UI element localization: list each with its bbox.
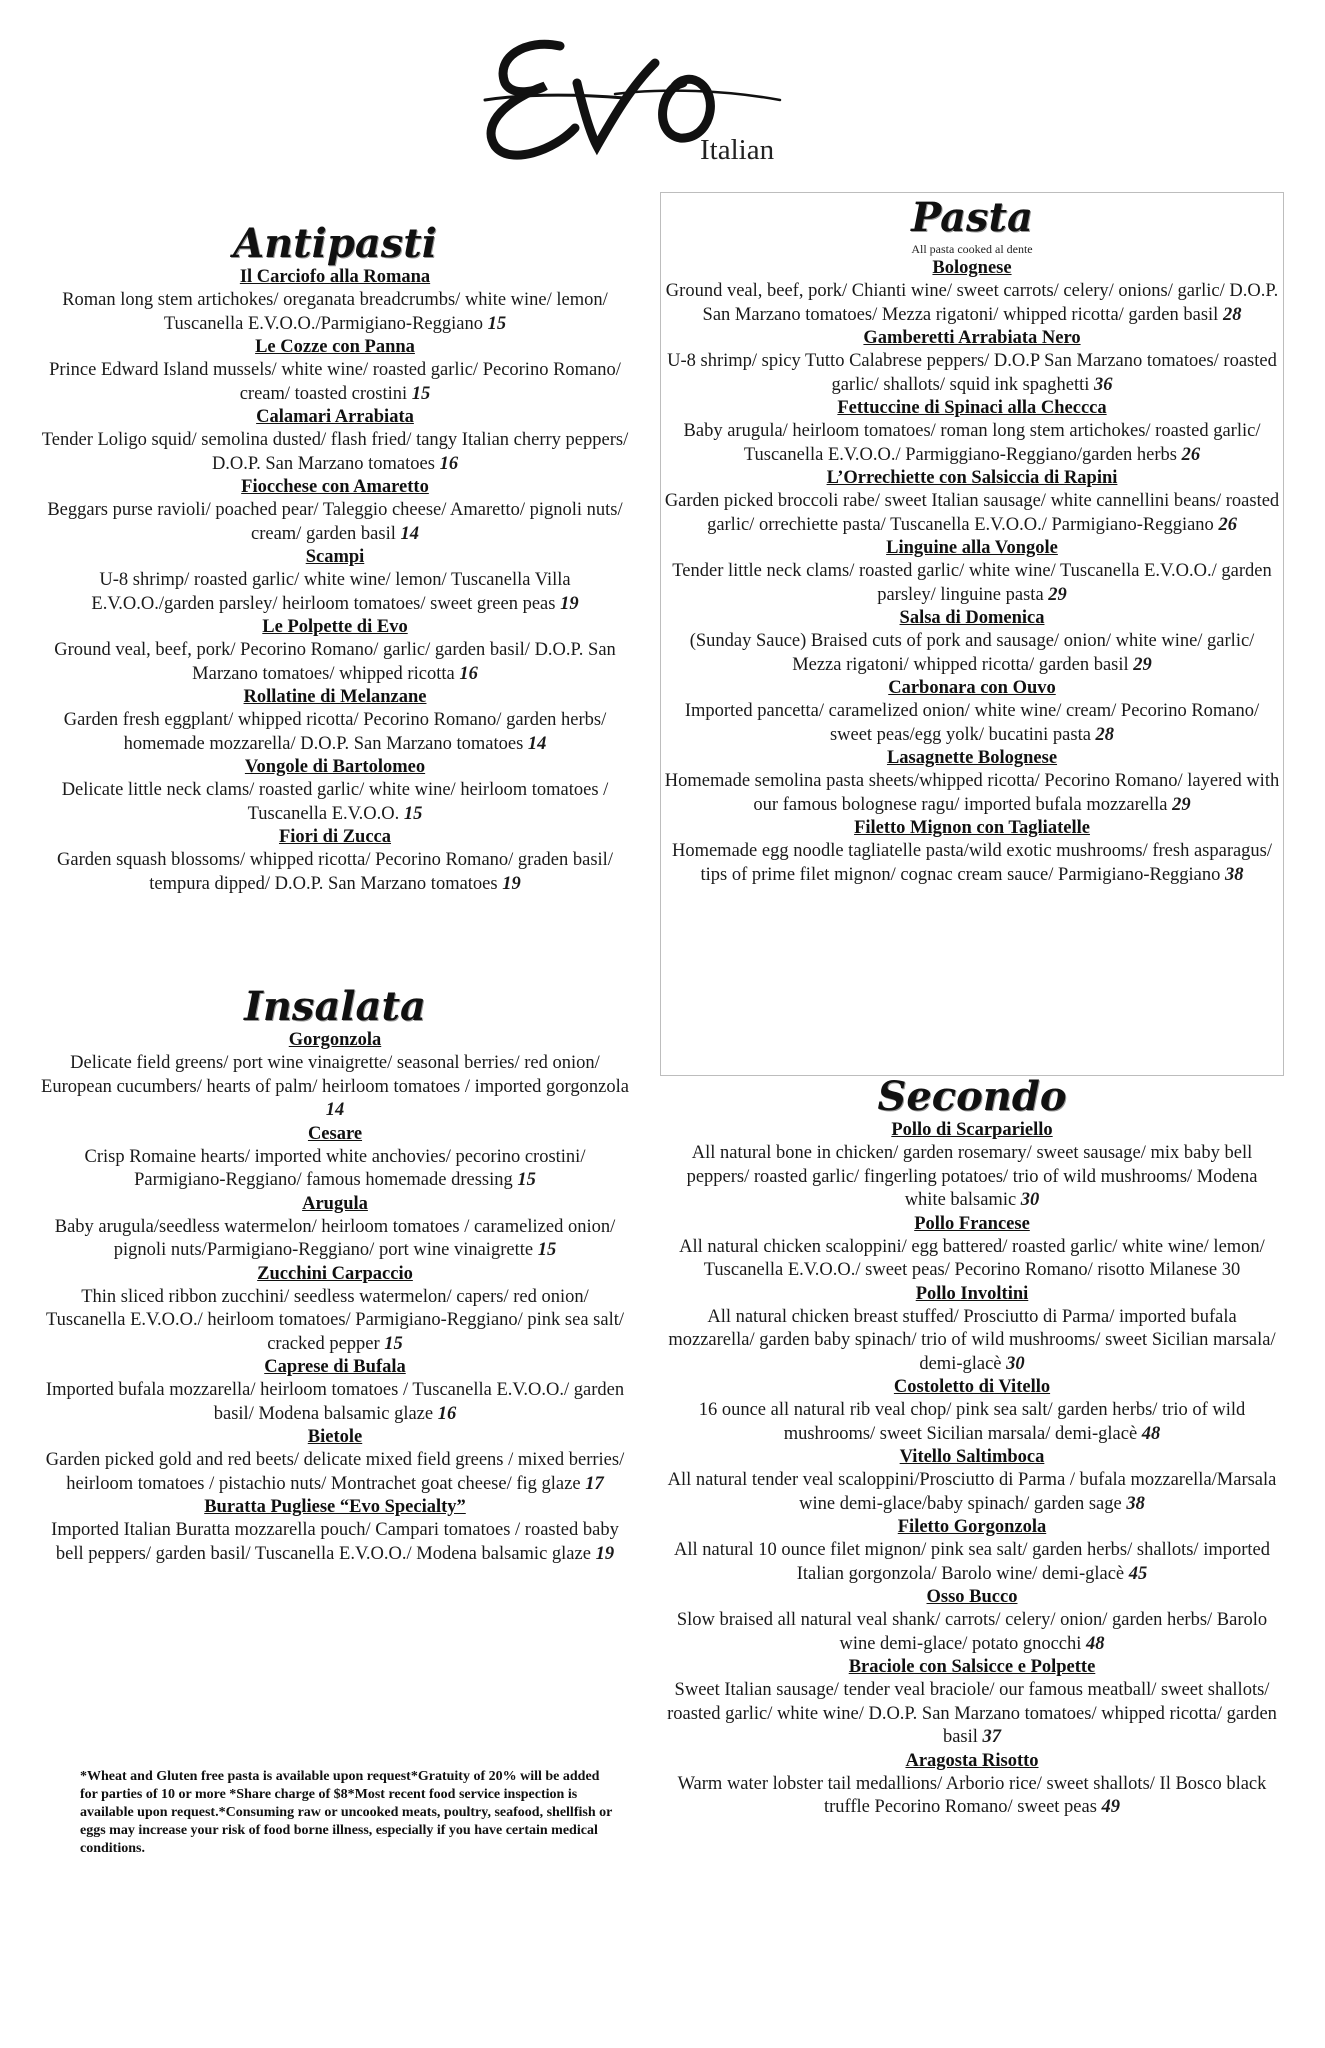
menu-item (40, 1356, 630, 1426)
menu-item-description (664, 770, 1280, 817)
menu-item-price: 48 (1086, 1633, 1105, 1654)
menu-item-description (40, 639, 630, 686)
menu-item-description (40, 709, 630, 756)
menu-item-description-text: Homemade semolina pasta sheets/whipped ricotta/ Pecorino Romano/ layered with our famous bolognese ragu/ imported bufala mozzarella (664, 771, 1280, 815)
menu-item-price: 26 (1218, 514, 1237, 535)
menu-item-description (40, 499, 630, 546)
menu-item (40, 756, 630, 826)
menu-item-price: 16 (437, 1403, 457, 1424)
menu-item-price: 14 (400, 523, 419, 544)
menu-item-description-text: Imported Italian Buratta mozzarella pouch/ Campari tomatoes / roasted baby bell peppers/ garden basil/ Tuscanella E.V.O.O./ Modena balsamic glaze (51, 1520, 619, 1564)
menu-item-description-text: Imported bufala mozzarella/ heirloom tomatoes / Tuscanella E.V.O.O./ garden basil/ Modena balsamic glaze (45, 1380, 625, 1424)
menu-item-description-text: Slow braised all natural veal shank/ carrots/ celery/ onion/ garden herbs/ Barolo wine demi-glace/ potato gnocchi (676, 1610, 1268, 1654)
menu-item-price: 49 (1101, 1797, 1121, 1817)
menu-item-price: 28 (1095, 724, 1115, 745)
menu-item-description-text: U-8 shrimp/ roasted garlic/ white wine/ lemon/ Tuscanella Villa E.V.O.O./garden parsley/ heirloom tomatoes/ sweet green peas (91, 570, 571, 614)
antipasti-section (40, 222, 630, 896)
menu-item-price: 15 (537, 1240, 557, 1260)
insalata-list (40, 1029, 630, 1566)
pasta-list (664, 257, 1280, 887)
menu-item-price: 29 (1133, 654, 1152, 675)
menu-item-name: Filetto Gorgonzola (897, 1517, 1047, 1537)
menu-item-description (40, 779, 630, 826)
menu-item-price: 17 (585, 1473, 604, 1494)
menu-item-price: 19 (560, 593, 579, 614)
menu-item (40, 1426, 630, 1496)
menu-item (40, 1263, 630, 1357)
menu-item-name: Calamari Arrabiata (256, 407, 414, 427)
menu-item-description (664, 1306, 1280, 1377)
menu-item-name: Fettuccine di Spinaci alla Checcca (837, 398, 1107, 418)
menu-item-description (40, 429, 630, 476)
menu-item (664, 1750, 1280, 1820)
insalata-section (40, 985, 630, 1566)
menu-item (664, 397, 1280, 467)
menu-item-description (664, 840, 1280, 887)
menu-item-price: 19 (502, 873, 521, 894)
menu-item-description (664, 1679, 1280, 1750)
section-title-secondo: Secondo (877, 1073, 1067, 1120)
menu-item-description-text: Baby arugula/seedless watermelon/ heirloom tomatoes / caramelized onion/ pignoli nuts/Parmigiano-Reggiano/ port wine vinaigrette (54, 1216, 616, 1260)
menu-item-description (664, 1469, 1280, 1516)
menu-item-name: Bietole (307, 1427, 363, 1447)
menu-item (664, 1586, 1280, 1656)
menu-item-name: Salsa di Domenica (899, 608, 1045, 628)
menu-item-name: Osso Bucco (926, 1587, 1018, 1607)
menu-item-description (40, 289, 630, 336)
menu-item-description (664, 490, 1280, 537)
menu-item-price: 38 (1126, 1493, 1145, 1514)
menu-item-description (40, 1146, 630, 1193)
menu-item-description-text: Thin sliced ribbon zucchini/ seedless watermelon/ capers/ red onion/ Tuscanella E.V.O.O./ heirloom tomatoes/ Parmigiano-Reggiano/ pink sea salt/ cracked pepper (45, 1286, 625, 1354)
menu-item (664, 1119, 1280, 1213)
menu-item (664, 327, 1280, 397)
menu-item (664, 1656, 1280, 1750)
menu-item-name: Lasagnette Bolognese (886, 748, 1058, 768)
menu-item-description (40, 1286, 630, 1357)
menu-item-price: 19 (595, 1543, 615, 1564)
menu-item-name: Buratta Pugliese “Evo Specialty” (204, 1497, 466, 1517)
menu-item-description (664, 630, 1280, 677)
menu-item-description (664, 1609, 1280, 1656)
menu-item-name: Pollo di Scarpariello (891, 1120, 1053, 1140)
menu-item-name: Arugula (302, 1193, 368, 1214)
logo-subtitle: Italian (700, 134, 775, 166)
menu-item-description-text: U-8 shrimp/ spicy Tutto Calabrese peppers/ D.O.P San Marzano tomatoes/ roasted garlic/ shallots/ squid ink spaghetti (667, 351, 1277, 395)
menu-item-description-text: Tender little neck clams/ roasted garlic/ white wine/ Tuscanella E.V.O.O./ garden parsley/ linguine pasta (672, 561, 1272, 605)
menu-item (40, 1193, 630, 1263)
menu-item-name: Pollo Involtini (915, 1283, 1029, 1304)
menu-item-name: Gorgonzola (288, 1030, 382, 1050)
menu-item (40, 476, 630, 546)
menu-item-description (664, 420, 1280, 467)
menu-item-name: L’Orrechiette con Salsiccia di Rapini (826, 468, 1118, 488)
menu-item-description-text: Homemade egg noodle tagliatelle pasta/wild exotic mushrooms/ fresh asparagus/ tips of prime filet mignon/ cognac cream sauce/ Parmigiano-Reggiano (671, 841, 1273, 885)
menu-item-description (40, 849, 630, 896)
menu-item-name: Le Cozze con Panna (255, 337, 415, 357)
menu-item-description (664, 1236, 1280, 1283)
menu-item (40, 826, 630, 896)
menu-item (40, 1496, 630, 1566)
menu-item-name: Filetto Mignon con Tagliatelle (854, 818, 1090, 838)
menu-item (40, 546, 630, 616)
menu-item-description-text: Imported pancetta/ caramelized onion/ white wine/ cream/ Pecorino Romano/ sweet peas/egg yolk/ bucatini pasta (684, 701, 1260, 745)
menu-item-description-text: Prince Edward Island mussels/ white wine/ roasted garlic/ Pecorino Romano/ cream/ toasted crostini (49, 360, 621, 404)
menu-item (40, 406, 630, 476)
menu-item-name: Caprese di Bufala (264, 1357, 406, 1377)
secondo-section (664, 1075, 1280, 1820)
menu-item-description (664, 700, 1280, 747)
menu-item (40, 1123, 630, 1193)
menu-item-price: 30 (1020, 1190, 1040, 1210)
menu-item-description (664, 350, 1280, 397)
menu-item-description (40, 359, 630, 406)
menu-item-description-text: All natural 10 ounce filet mignon/ pink sea salt/ garden herbs/ shallots/ imported Italian gorgonzola/ Barolo wine/ demi-glacè (674, 1540, 1270, 1584)
menu-item (664, 1446, 1280, 1516)
menu-item (664, 537, 1280, 607)
menu-item-name: Fiori di Zucca (278, 827, 392, 847)
menu-item (664, 1516, 1280, 1586)
menu-item-description-text: All natural bone in chicken/ garden rosemary/ sweet sausage/ mix baby bell peppers/ roasted garlic/ fingerling potatoes/ trio of wild mushrooms/ Modena white balsamic (686, 1143, 1258, 1210)
menu-item-description (40, 569, 630, 616)
menu-item (40, 686, 630, 756)
menu-item-description-text: Beggars purse ravioli/ poached pear/ Taleggio cheese/ Amaretto/ pignoli nuts/ cream/ garden basil (47, 500, 623, 544)
menu-item-description-text: Garden squash blossoms/ whipped ricotta/ Pecorino Romano/ graden basil/ tempura dipped/ D.O.P. San Marzano tomatoes (57, 850, 613, 894)
menu-item-price: 37 (982, 1727, 1002, 1747)
section-title-antipasti: Antipasti (233, 220, 437, 267)
menu-item-price: 14 (325, 1100, 345, 1120)
menu-item-description-text: 16 ounce all natural rib veal chop/ pink sea salt/ garden herbs/ trio of wild mushrooms/ sweet Sicilian marsala/ demi-glacè (698, 1400, 1246, 1444)
menu-item (664, 677, 1280, 747)
menu-item-description-text: Ground veal, beef, pork/ Chianti wine/ sweet carrots/ celery/ onions/ garlic/ D.O.P. San Marzano tomatoes/ Mezza rigatoni/ whipped ricotta/ garden basil (665, 281, 1279, 325)
menu-item-description-text: Sweet Italian sausage/ tender veal braciole/ our famous meatball/ sweet shallots/ roasted garlic/ white wine/ D.O.P. San Marzano tomatoes/ whipped ricotta/ garden basil (667, 1680, 1277, 1747)
menu-item-description (40, 1379, 630, 1426)
menu-item-price: 45 (1128, 1563, 1148, 1584)
menu-item-name: Le Polpette di Evo (262, 617, 408, 637)
menu-item-price: 16 (459, 663, 478, 684)
menu-item-description (664, 1539, 1280, 1586)
secondo-list (664, 1119, 1280, 1820)
menu-item-description-text: Delicate field greens/ port wine vinaigrette/ seasonal berries/ red onion/ European cucumbers/ hearts of palm/ heirloom tomatoes / imported gorgonzola (41, 1053, 629, 1097)
menu-item (664, 1213, 1280, 1283)
menu-item (40, 336, 630, 406)
pasta-subtitle: All pasta cooked al dente (911, 242, 1033, 256)
menu-item (40, 1029, 630, 1123)
menu-item-name: Fiocchese con Amaretto (241, 477, 429, 497)
menu-item-name: Vongole di Bartolomeo (244, 757, 426, 777)
menu-item (664, 747, 1280, 817)
menu-item-price: 15 (384, 1333, 403, 1354)
menu-item-description-text: All natural chicken scaloppini/ egg battered/ roasted garlic/ white wine/ lemon/ Tuscanella E.V.O.O./ sweet peas/ Pecorino Romano/ risotto Milanese 30 (679, 1236, 1265, 1280)
menu-item (664, 817, 1280, 887)
menu-item-name: Cesare (307, 1123, 363, 1144)
menu-item-name: Rollatine di Melanzane (243, 687, 427, 707)
dietary-notice: *Wheat and Gluten free pasta is available upon request*Gratuity of 20% will be added for parties of 10 or more *Share charge of $8*Most recent food service inspection is available upon request.*Consuming raw or uncooked meats, poultry, seafood, shellfish or eggs may increase your risk of food borne illness, especially if you have certain medical conditions. (80, 1769, 613, 1856)
menu-item-price: 14 (527, 733, 547, 754)
menu-item-description-text: Baby arugula/ heirloom tomatoes/ roman long stem artichokes/ roasted garlic/ Tuscanella E.V.O.O./ Parmiggiano-Reggiano/garden herbs (683, 421, 1261, 465)
menu-item-description (40, 1216, 630, 1263)
menu-item-price: 15 (403, 803, 423, 824)
menu-item-description-text: Delicate little neck clams/ roasted garlic/ white wine/ heirloom tomatoes / Tuscanella E.V.O.O. (61, 780, 609, 824)
menu-item-name: Braciole con Salsicce e Polpette (848, 1657, 1096, 1677)
menu-item-name: Zucchini Carpaccio (257, 1263, 413, 1284)
menu-item-price: 15 (517, 1170, 536, 1190)
menu-item-name: Aragosta Risotto (905, 1750, 1039, 1771)
menu-item (664, 257, 1280, 327)
menu-item-price: 15 (487, 313, 507, 334)
menu-item-price: 15 (411, 383, 431, 404)
menu-item-description (664, 1142, 1280, 1213)
section-title-insalata: Insalata (244, 983, 426, 1030)
menu-item-description (40, 1052, 630, 1123)
menu-item-description-text: Garden picked broccoli rabe/ sweet Italian sausage/ white cannellini beans/ roasted garlic/ orrechiette pasta/ Tuscanella E.V.O.O./ Parmigiano-Reggiano (664, 491, 1280, 535)
menu-item (664, 1283, 1280, 1377)
menu-item-description (664, 280, 1280, 327)
menu-item-description-text: All natural tender veal scaloppini/Prosciutto di Parma / bufala mozzarella/Marsala wine demi-glace/baby spinach/ garden sage (667, 1470, 1277, 1514)
pasta-section (664, 196, 1280, 887)
menu-item-price: 48 (1141, 1423, 1161, 1444)
menu-item-description-text: Ground veal, beef, pork/ Pecorino Romano/ garlic/ garden basil/ D.O.P. San Marzano tomatoes/ whipped ricotta (54, 640, 616, 684)
menu-item-name: Gamberetti Arrabiata Nero (863, 328, 1081, 348)
menu-item (664, 467, 1280, 537)
menu-item-name: Il Carciofo alla Romana (239, 267, 431, 287)
section-title-pasta: Pasta (911, 194, 1033, 241)
menu-item-description-text: Warm water lobster tail medallions/ Arborio rice/ sweet shallots/ Il Bosco black truffle Pecorino Romano/ sweet peas (677, 1773, 1267, 1817)
menu-item-description (40, 1449, 630, 1496)
antipasti-list (40, 266, 630, 896)
menu-item-description-text: Crisp Romaine hearts/ imported white anchovies/ pecorino crostini/ Parmigiano-Reggiano/ famous homemade dressing (84, 1146, 586, 1190)
menu-item-name: Carbonara con Ouvo (888, 678, 1056, 698)
menu-item-price: 29 (1048, 584, 1067, 605)
menu-item (664, 1376, 1280, 1446)
menu-item-name: Vitello Saltimboca (899, 1447, 1045, 1467)
menu-item-description-text: Roman long stem artichokes/ oreganata breadcrumbs/ white wine/ lemon/ Tuscanella E.V.O.O./Parmigiano-Reggiano (62, 290, 608, 334)
menu-item-price: 38 (1225, 864, 1244, 885)
menu-item-description-text: All natural chicken breast stuffed/ Prosciutto di Parma/ imported bufala mozzarella/ garden baby spinach/ trio of wild mushrooms/ sweet Sicilian marsala/ demi-glacè (668, 1306, 1276, 1374)
menu-item-description (664, 1399, 1280, 1446)
menu-item-name: Costoletto di Vitello (893, 1377, 1051, 1397)
menu-item-description (40, 1519, 630, 1566)
menu-item-name: Pollo Francese (914, 1213, 1030, 1234)
menu-item-description-text: Tender Loligo squid/ semolina dusted/ flash fried/ tangy Italian cherry peppers/ D.O.P. San Marzano tomatoes (41, 430, 629, 474)
menu-item-price: 28 (1222, 304, 1242, 325)
menu-item-price: 29 (1172, 794, 1191, 815)
menu-item-price: 16 (439, 453, 459, 474)
menu-item (40, 266, 630, 336)
menu-item (40, 616, 630, 686)
menu-item-price: 26 (1181, 444, 1201, 465)
menu-item-price: 36 (1094, 374, 1113, 395)
menu-item-price: 30 (1006, 1353, 1025, 1374)
menu-item-description-text: Garden picked gold and red beets/ delicate mixed field greens / mixed berries/ heirloom tomatoes / pistachio nuts/ Montrachet goat cheese/ fig glaze (45, 1450, 625, 1494)
menu-item-name: Bolognese (932, 258, 1012, 278)
menu-item-description-text: Garden fresh eggplant/ whipped ricotta/ Pecorino Romano/ garden herbs/ homemade mozzarella/ D.O.P. San Marzano tomatoes (63, 710, 607, 754)
menu-item-description (664, 560, 1280, 607)
menu-item-name: Scampi (305, 547, 365, 567)
menu-item-description-text: (Sunday Sauce) Braised cuts of pork and sausage/ onion/ white wine/ garlic/ Mezza rigatoni/ whipped ricotta/ garden basil (689, 631, 1255, 675)
menu-item-name: Linguine alla Vongole (886, 538, 1058, 558)
menu-item-description (664, 1773, 1280, 1820)
menu-item (664, 607, 1280, 677)
